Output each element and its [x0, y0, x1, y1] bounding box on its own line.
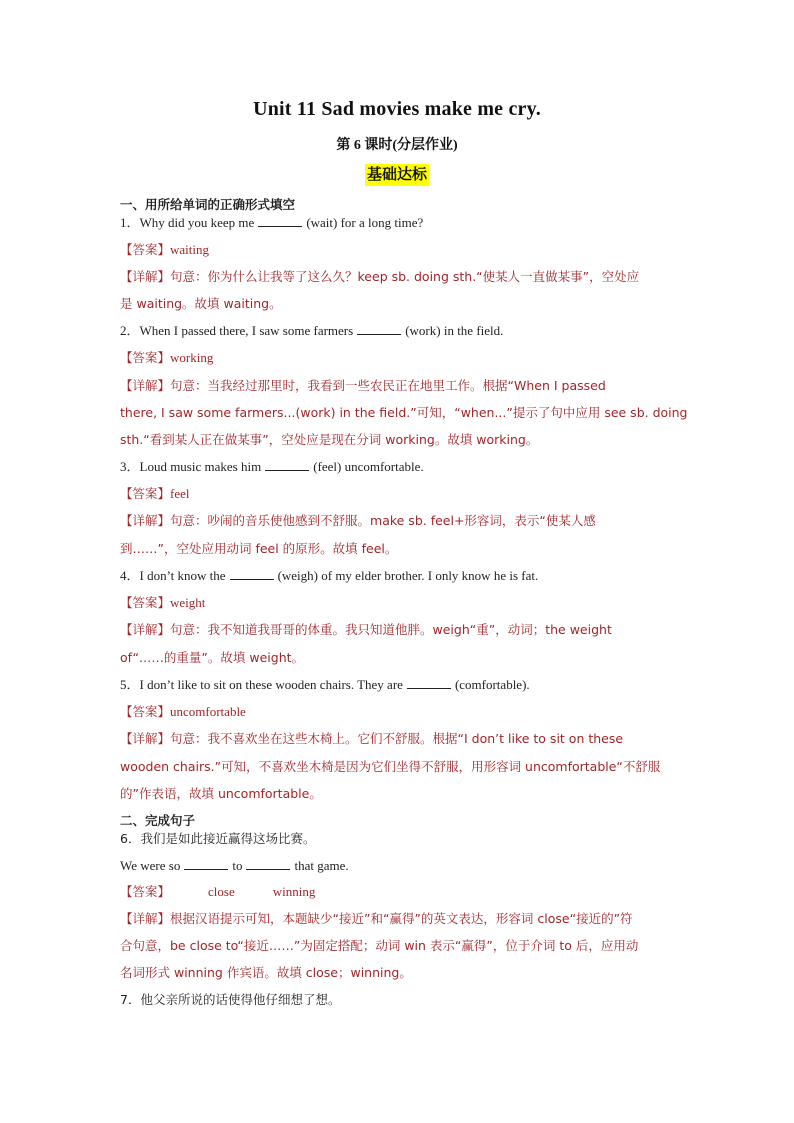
- answer-blank: [258, 214, 302, 227]
- answer-blank: [407, 676, 451, 689]
- detail-text: 句意：我不喜欢坐在这些木椅上。它们不舒服。根据“I don’t like to sit on these: [170, 731, 624, 746]
- answer-blank: [184, 857, 228, 870]
- detail-label: 【详解】: [120, 378, 171, 393]
- answer-blank: [357, 322, 401, 335]
- detail-5-line-3: 的”作表语，故填 uncomfortable。: [120, 786, 322, 801]
- answer-blank: [265, 458, 309, 471]
- detail-label: 【详解】: [120, 622, 171, 637]
- detail-label: 【详解】: [120, 513, 171, 528]
- detail-2-line-2: there, I saw some farmers...(work) in the field.”可知，“when...”提示了句中应用 see sb. doing: [120, 405, 688, 420]
- answer-1: [120, 241, 680, 259]
- detail-label: 【详解】: [120, 269, 171, 284]
- section-heading-1: 一、用所给单词的正确形式填空: [120, 197, 296, 212]
- question-text: 3．Loud music makes him: [120, 459, 262, 474]
- answer-2: [120, 349, 680, 367]
- detail-3-line-1: [120, 512, 680, 530]
- detail-6-line-3: 名词形式 winning 作宾语。故填 close；winning。: [120, 965, 412, 980]
- question-1: [120, 214, 680, 232]
- answer-text: feel: [170, 486, 190, 501]
- detail-3-line-2: 到……”，空处应用动词 feel 的原形。故填 feel。: [120, 541, 398, 556]
- detail-text: 根据汉语提示可知，本题缺少“接近”和“赢得”的英文表达，形容词 close“接近的”符: [170, 911, 633, 926]
- detail-1-line-1: [120, 268, 680, 286]
- lesson-subtitle: 第 6 课时(分层作业): [336, 138, 458, 153]
- detail-6-line-1: [120, 910, 680, 928]
- question-text: 4．I don’t know the: [120, 568, 226, 583]
- detail-text: 句意：当我经过那里时，我看到一些农民正在地里工作。根据“When I passed: [170, 378, 606, 393]
- detail-1-line-2: 是 waiting。故填 waiting。: [120, 296, 282, 311]
- detail-label: 【详解】: [120, 731, 171, 746]
- detail-label: 【详解】: [120, 911, 171, 926]
- answer-text: working: [170, 350, 214, 365]
- question-text: (work) in the field.: [405, 323, 504, 338]
- answer-4: [120, 594, 680, 612]
- question-6-prompt: 6．我们是如此接近赢得这场比赛。: [120, 831, 316, 846]
- answer-label: 【答案】: [120, 595, 171, 610]
- answer-text-2: winning: [272, 884, 316, 899]
- answer-blank: [230, 567, 274, 580]
- level-badge: 基础达标: [365, 164, 429, 186]
- answer-6: [120, 883, 680, 901]
- detail-5-line-2: wooden chairs.”可知，不喜欢坐木椅是因为它们坐得不舒服，用形容词 uncomfortable“不舒服: [120, 759, 661, 774]
- answer-text: uncomfortable: [170, 704, 246, 719]
- question-6: [120, 857, 680, 875]
- question-text: (weigh) of my elder brother. I only know he is fat.: [277, 568, 539, 583]
- answer-text: weight: [170, 595, 206, 610]
- question-3: [120, 458, 680, 476]
- answer-label: 【答案】: [120, 704, 171, 719]
- detail-2-line-3: sth.“看到某人正在做某事”，空处应是现在分词 working。故填 working。: [120, 432, 539, 447]
- page-title: Unit 11 Sad movies make me cry.: [253, 98, 541, 120]
- question-text: 5．I don’t like to sit on these wooden chairs. They are: [120, 677, 403, 692]
- question-text: (feel) uncomfortable.: [313, 459, 424, 474]
- question-text: that game.: [294, 858, 349, 873]
- question-text: We were so: [120, 858, 181, 873]
- detail-5-line-1: [120, 730, 680, 748]
- detail-4-line-2: of“……的重量”。故填 weight。: [120, 650, 305, 665]
- answer-label: 【答案】: [120, 242, 171, 257]
- answer-text: waiting: [170, 242, 210, 257]
- answer-blank: [246, 857, 290, 870]
- question-text: to: [232, 858, 243, 873]
- level-badge-container: [0, 164, 794, 186]
- question-text: 2．When I passed there, I saw some farmers: [120, 323, 354, 338]
- question-text: (comfortable).: [454, 677, 530, 692]
- question-4: [120, 567, 680, 585]
- detail-text: 句意：你为什么让我等了这么久？keep sb. doing sth.“使某人一直做某事”，空处应: [170, 269, 640, 284]
- question-2: [120, 322, 680, 340]
- question-text: (wait) for a long time?: [306, 215, 424, 230]
- answer-5: [120, 703, 680, 721]
- answer-label: 【答案】: [120, 486, 171, 501]
- answer-3: [120, 485, 680, 503]
- detail-text: 句意：我不知道我哥哥的体重。我只知道他胖。weigh“重”，动词；the weight: [170, 622, 612, 637]
- answer-text-1: close: [208, 884, 235, 899]
- question-text: 1．Why did you keep me: [120, 215, 255, 230]
- question-7-prompt: 7．他父亲所说的话使得他仔细想了想。: [120, 992, 341, 1007]
- detail-4-line-1: [120, 621, 680, 639]
- answer-label: 【答案】: [120, 350, 171, 365]
- question-5: [120, 676, 680, 694]
- detail-6-line-2: 合句意，be close to“接近……”为固定搭配；动词 win 表示“赢得”，位于介词 to 后，应用动: [120, 938, 639, 953]
- detail-2-line-1: [120, 377, 680, 395]
- answer-label: 【答案】: [120, 884, 171, 899]
- section-heading-2: 二、完成句子: [120, 813, 196, 828]
- detail-text: 句意：吵闹的音乐使他感到不舒服。make sb. feel+形容词，表示“使某人感: [170, 513, 596, 528]
